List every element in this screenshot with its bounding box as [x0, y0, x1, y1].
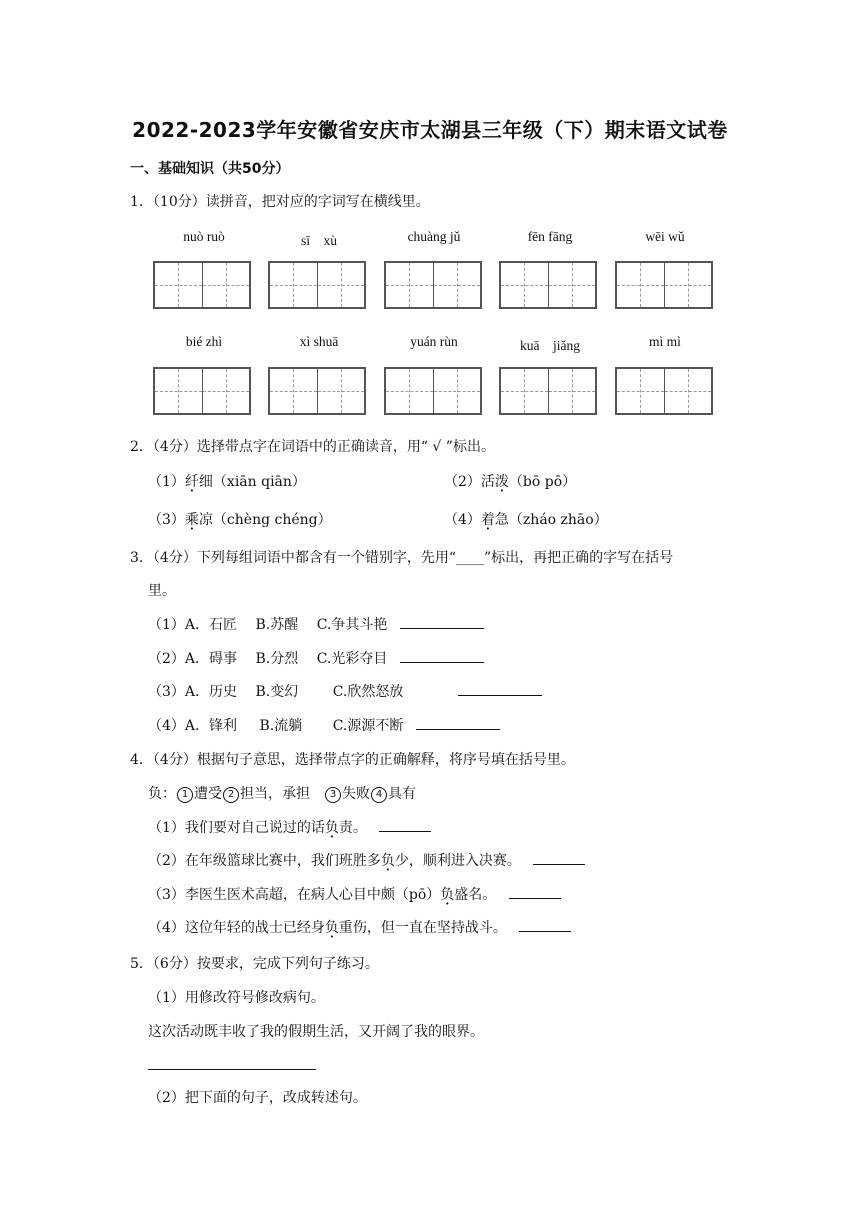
option-b: B.流躺	[259, 718, 303, 734]
page-title: 2022-2023学年安徽省安庆市太湖县三年级（下）期末语文试卷	[132, 118, 728, 142]
question-1-stem: 1．（10分）读拼音，把对应的字词写在横线里。	[130, 194, 430, 210]
item-prefix: （2）活	[444, 474, 495, 490]
writing-grid[interactable]	[153, 261, 251, 309]
q3-item-1	[148, 614, 484, 634]
dotted-character: 着	[480, 512, 495, 528]
dotted-character: 负	[440, 887, 455, 903]
option-a: （1）A．石匠	[148, 617, 238, 633]
circled-number: 2	[223, 787, 239, 803]
pinyin-label: nuò ruò	[183, 229, 225, 244]
answer-line[interactable]	[148, 1069, 316, 1070]
option-a: （3）A．历史	[148, 684, 238, 700]
answer-blank[interactable]	[379, 817, 431, 832]
option-c: C.欣然怒放	[332, 684, 404, 700]
sentence-suffix: 重伤，但一直在坚持战斗。	[338, 920, 507, 936]
q2-item-3	[148, 509, 332, 529]
q2-item-1	[148, 471, 306, 491]
item-suffix: 细（xiān qiān）	[198, 474, 306, 490]
item-suffix: 急（zháo zhāo）	[494, 512, 608, 528]
answer-blank[interactable]	[400, 648, 484, 663]
option-c: C.源源不断	[332, 718, 404, 734]
definition-key: 负：	[148, 786, 176, 802]
pinyin-label: wēi wǔ	[645, 229, 685, 244]
sentence-suffix: 少，顺利进入决赛。	[394, 853, 521, 869]
q3-item-3	[148, 681, 542, 701]
pinyin-label: mì mì	[649, 334, 681, 349]
dotted-character: 乘	[184, 512, 199, 528]
option-c: C.光彩夺目	[316, 651, 388, 667]
writing-grid[interactable]	[615, 367, 713, 415]
option-a: （2）A．碍事	[148, 651, 238, 667]
sentence-suffix: 盛名。	[454, 887, 497, 903]
writing-grid[interactable]	[268, 367, 366, 415]
writing-grid[interactable]	[499, 367, 597, 415]
dotted-character: 负	[324, 920, 339, 936]
sentence-prefix: （2）在年级篮球比赛中，我们班胜多	[148, 853, 381, 869]
pinyin-label: kuā jiǎng	[520, 338, 580, 353]
q4-item-1	[148, 817, 431, 837]
sentence-prefix: （4）这位年轻的战士已经身	[148, 920, 325, 936]
q3-item-2	[148, 648, 484, 668]
q4-item-3	[148, 884, 561, 904]
sentence-prefix: （1）我们要对自己说过的话	[148, 820, 325, 836]
q4-item-4	[148, 917, 571, 937]
option-b: B.变幻	[255, 684, 299, 700]
definition-text: 遭受	[194, 786, 222, 802]
circled-number: 1	[177, 787, 193, 803]
q5-sentence: 这次活动既丰收了我的假期生活，又开阔了我的眼界。	[148, 1024, 484, 1040]
item-prefix: （1）	[148, 474, 185, 490]
definition-text: 失败	[342, 786, 370, 802]
item-suffix: 凉（chèng chéng）	[198, 512, 332, 528]
circled-number: 3	[325, 787, 341, 803]
option-a: （4）A．锋利	[148, 718, 238, 734]
q5-subquestion-2: （2）把下面的句子，改成转述句。	[148, 1090, 367, 1106]
q4-item-2	[148, 850, 585, 870]
writing-grid[interactable]	[384, 261, 482, 309]
writing-grid[interactable]	[384, 367, 482, 415]
answer-blank[interactable]	[458, 681, 542, 696]
question-5-stem: 5．（6分）按要求，完成下列句子练习。	[130, 956, 379, 972]
q4-definitions	[148, 783, 416, 803]
option-b: B.苏醒	[255, 617, 299, 633]
dotted-character: 负	[324, 820, 339, 836]
pinyin-label: xì shuā	[299, 334, 339, 349]
q2-item-2	[444, 471, 576, 491]
pinyin-label: sī xù	[300, 233, 337, 248]
section-heading: 一、基础知识（共50分）	[130, 161, 290, 177]
q3-item-4	[148, 715, 500, 735]
option-c: C.争其斗艳	[316, 617, 388, 633]
writing-grid[interactable]	[268, 261, 366, 309]
item-suffix: （bō pō）	[508, 474, 577, 490]
pinyin-label: chuàng jǔ	[407, 229, 461, 244]
answer-blank[interactable]	[519, 917, 571, 932]
q5-subquestion-1: （1）用修改符号修改病句。	[148, 990, 325, 1006]
q2-item-4	[444, 509, 608, 529]
answer-blank[interactable]	[400, 614, 484, 629]
answer-blank[interactable]	[533, 850, 585, 865]
dotted-character: 泼	[494, 474, 509, 490]
question-3-stem-continued: 里。	[148, 583, 176, 599]
answer-blank[interactable]	[416, 715, 500, 730]
pinyin-label: yuán rùn	[410, 334, 458, 349]
item-prefix: （3）	[148, 512, 185, 528]
answer-blank[interactable]	[509, 884, 561, 899]
dotted-character: 纤	[184, 474, 199, 490]
definition-text: 具有	[388, 786, 416, 802]
sentence-suffix: 责。	[338, 820, 367, 836]
item-prefix: （4）	[444, 512, 481, 528]
pinyin-label: fēn fāng	[527, 229, 573, 244]
pinyin-label: bié zhì	[185, 334, 223, 349]
question-2-stem: 2．（4分）选择带点字在词语中的正确读音，用“ √ ”标出。	[130, 439, 495, 455]
dotted-character: 负	[380, 853, 395, 869]
option-b: B.分烈	[255, 651, 299, 667]
circled-number: 4	[371, 787, 387, 803]
writing-grid[interactable]	[153, 367, 251, 415]
definition-text: 担当，承担	[240, 786, 324, 802]
writing-grid[interactable]	[615, 261, 713, 309]
writing-grid[interactable]	[499, 261, 597, 309]
question-3-stem: 3．（4分）下列每组词语中都含有一个错别字，先用“____”标出，再把正确的字写在括号	[130, 550, 674, 566]
sentence-prefix: （3）李医生医术高超，在病人心目中颇（pō）	[148, 887, 441, 903]
question-4-stem: 4．（4分）根据句子意思，选择带点字的正确解释，将序号填在括号里。	[130, 752, 575, 768]
